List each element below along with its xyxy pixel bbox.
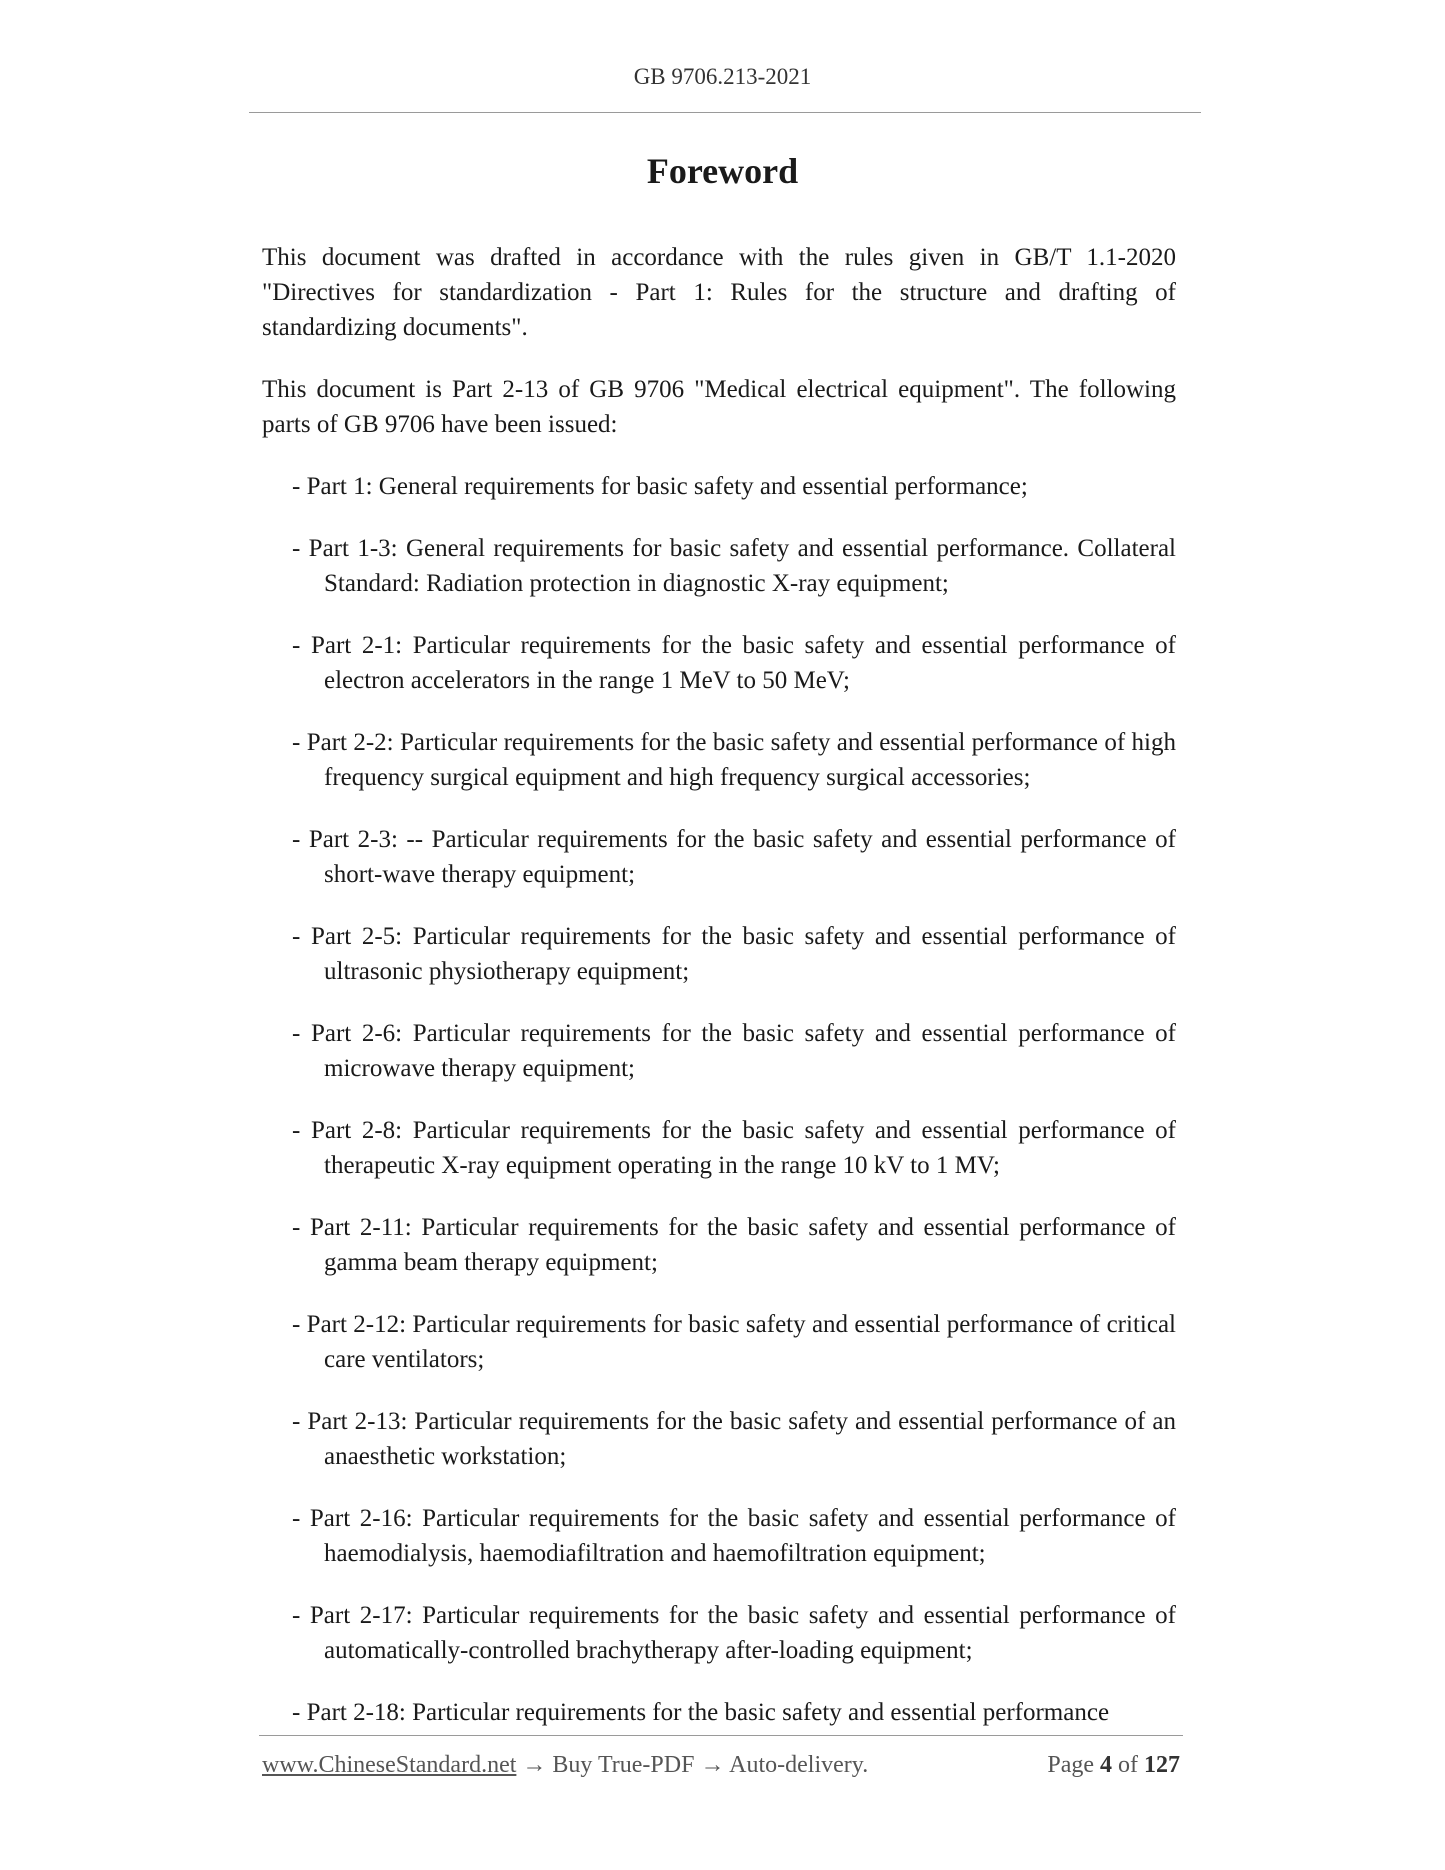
- page-label: Page: [1047, 1752, 1094, 1778]
- arrow-icon: →: [522, 1752, 547, 1778]
- page-of-label: of: [1118, 1752, 1138, 1778]
- auto-delivery-text: Auto-delivery.: [729, 1752, 869, 1778]
- buy-pdf-text: Buy True-PDF: [552, 1752, 695, 1778]
- page-current: 4: [1100, 1752, 1112, 1778]
- list-item: - Part 2-2: Particular requirements for the basic safety and essential performance of high frequency surgical equipment and high frequency surgical accessories;: [292, 729, 1176, 791]
- header-divider: [249, 112, 1201, 113]
- list-item: - Part 2-6: Particular requirements for the basic safety and essential performance of microwave therapy equipment;: [292, 1020, 1176, 1082]
- list-item: - Part 2-5: Particular requirements for the basic safety and essential performance of ultrasonic physiotherapy equipment;: [292, 923, 1176, 985]
- list-item: - Part 2-3: -- Particular requirements for the basic safety and essential performance of short-wave therapy equipment;: [292, 826, 1176, 888]
- paragraph-part-intro: This document is Part 2-13 of GB 9706 "Medical electrical equipment". The following parts of GB 9706 have been issued:: [262, 376, 1176, 438]
- paragraph-drafting-rules: This document was drafted in accordance with the rules given in GB/T 1.1-2020 "Directives for standardization - Part 1: Rules for the structure and drafting of standardizing documents".: [262, 244, 1176, 341]
- list-item: - Part 2-16: Particular requirements for the basic safety and essential performance of haemodialysis, haemodiafiltration and haemofiltration equipment;: [292, 1505, 1176, 1567]
- website-link[interactable]: www.ChineseStandard.net: [262, 1752, 517, 1778]
- page-header: GB 9706.213-2021: [633, 64, 812, 89]
- list-item: - Part 1: General requirements for basic safety and essential performance;: [292, 473, 1028, 500]
- list-item: - Part 1-3: General requirements for basic safety and essential performance. Collateral Standard: Radiation protection in diagnostic X-ray equipment;: [292, 535, 1176, 597]
- page-number: [1047, 1752, 1180, 1779]
- footer-divider: [259, 1735, 1183, 1736]
- list-item: - Part 2-17: Particular requirements for the basic safety and essential performance of automatically-controlled brachytherapy after-loading equipment;: [292, 1602, 1176, 1664]
- list-item: - Part 2-11: Particular requirements for the basic safety and essential performance of gamma beam therapy equipment;: [292, 1214, 1176, 1276]
- issued-parts-list: [262, 469, 1176, 1730]
- list-item: - Part 2-12: Particular requirements for basic safety and essential performance of critical care ventilators;: [292, 1311, 1176, 1373]
- list-item: - Part 2-1: Particular requirements for the basic safety and essential performance of electron accelerators in the range 1 MeV to 50 MeV;: [292, 632, 1176, 694]
- foreword-body: [262, 240, 1176, 1757]
- arrow-icon: →: [700, 1752, 725, 1778]
- list-item: - Part 2-18: Particular requirements for the basic safety and essential performance: [292, 1699, 1110, 1726]
- page-total: 127: [1144, 1752, 1180, 1778]
- list-item: - Part 2-13: Particular requirements for the basic safety and essential performance of an anaesthetic workstation;: [292, 1408, 1176, 1470]
- footer-promo: [262, 1752, 868, 1779]
- page-title: Foreword: [646, 151, 799, 191]
- page-footer: [262, 1752, 1180, 1786]
- list-item: - Part 2-8: Particular requirements for the basic safety and essential performance of therapeutic X-ray equipment operating in the range 10 kV to 1 MV;: [292, 1117, 1176, 1179]
